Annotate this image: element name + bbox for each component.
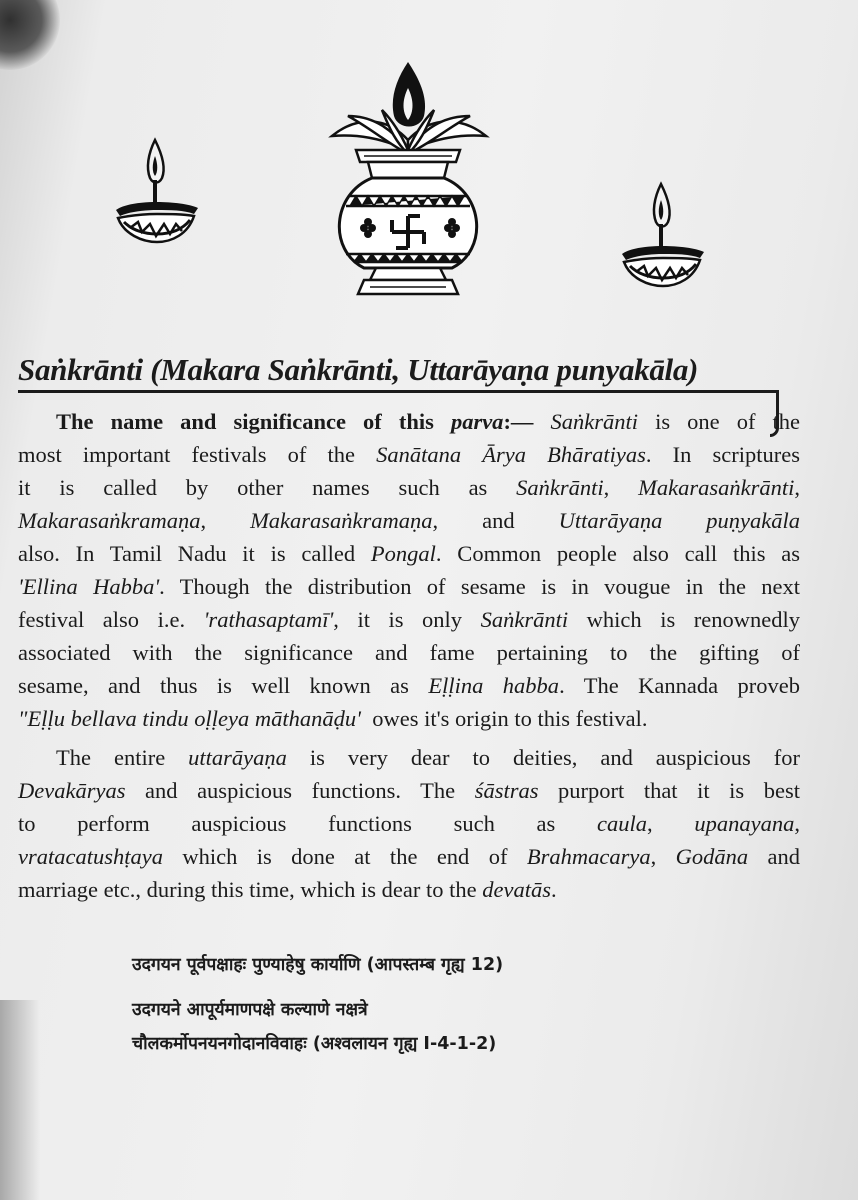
paragraph-line: also. In Tamil Nadu it is called Pongal. Common people also call this as: [18, 541, 800, 566]
sanskrit-verse: उदगयने आपूर्यमाणपक्षे कल्याणे नक्षत्रे: [132, 1000, 368, 1020]
paragraph-line: sesame, and thus is well known as Eḷḷina habba. The Kannada proveb: [18, 673, 800, 698]
paragraph-line: The entire uttarāyaṇa is very dear to deities, and auspicious for: [56, 745, 800, 770]
paragraph-line: marriage etc., during this time, which is dear to the devatās.: [18, 877, 557, 902]
sanskrit-verse: उदगयन पूर्वपक्षाहः पुण्याहेषु कार्याणि (आपस्तम्ब गृह्य 12): [132, 955, 504, 975]
title-underline: [18, 390, 778, 393]
kalasha-pot-icon: [324, 58, 494, 302]
paragraph-line: 'Ellina Habba'. Though the distribution of sesame is in vougue in the next: [18, 574, 800, 599]
section-title: Saṅkrānti (Makara Saṅkrānti, Uttarāyaṇa punyakāla): [18, 352, 699, 387]
page-shadow: [0, 1000, 40, 1200]
paragraph-line: associated with the significance and fame pertaining to the gifting of: [18, 640, 800, 665]
paragraph-line: The name and significance of this parva:— Saṅkrānti is one of the: [56, 409, 801, 434]
paragraph-line: most important festivals of the Sanātana Ārya Bhāratiyas. In scriptures: [18, 442, 800, 467]
paragraph-line: festival also i.e. 'rathasaptamī', it is only Saṅkrānti which is renownedly: [18, 607, 800, 632]
paragraph-line: it is called by other names such as Saṅkrānti, Makarasaṅkrānti,: [18, 475, 800, 500]
diya-lamp-right-icon: [618, 178, 708, 290]
diya-lamp-left-icon: [112, 134, 202, 246]
sanskrit-verse: चौलकर्मोपनयनगोदानविवाहः (अश्वलायन गृह्य I-4-1-2): [132, 1034, 497, 1054]
paragraph-line: vratacatushṭaya which is done at the end of Brahmacarya, Godāna and: [18, 844, 801, 869]
paragraph-line: "Eḷḷu bellava tindu oḷḷeya māthanāḍu' owes it's origin to this festival.: [18, 706, 648, 731]
paragraph-line: Makarasaṅkramaṇa, Makarasaṅkramaṇa, and Uttarāyaṇa puṇyakāla: [18, 508, 800, 533]
paragraph-line: Devakāryas and auspicious functions. The śāstras purport that it is best: [18, 778, 800, 803]
page-shadow: [0, 0, 60, 70]
paragraph-line: to perform auspicious functions such as caula, upanayana,: [18, 811, 801, 836]
